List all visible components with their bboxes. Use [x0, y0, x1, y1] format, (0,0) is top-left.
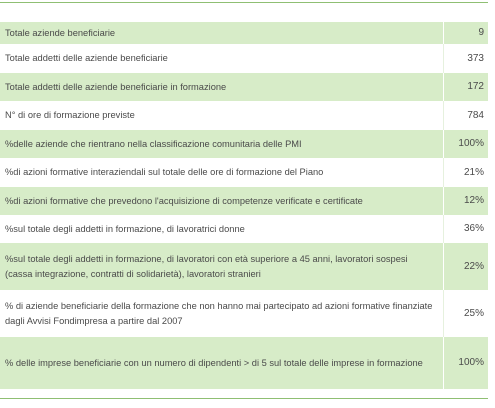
row-value: 22%: [443, 243, 488, 290]
row-label: Totale addetti delle aziende beneficiarie in formazione: [0, 73, 443, 101]
bottom-divider: [0, 398, 488, 399]
row-value: 100%: [443, 130, 488, 158]
row-label: N° di ore di formazione previste: [0, 101, 443, 130]
row-label: %di azioni formative che prevedono l'acquisizione di competenze verificate e certificate: [0, 187, 443, 215]
row-value: 172: [443, 73, 488, 101]
row-value: 36%: [443, 215, 488, 243]
row-value: 21%: [443, 158, 488, 187]
row-value: 784: [443, 101, 488, 130]
table-row: [0, 130, 488, 158]
table-row: [0, 243, 488, 290]
row-value: 12%: [443, 187, 488, 215]
row-value: 25%: [443, 290, 488, 337]
row-label: %sul totale degli addetti in formazione, di lavoratrici donne: [0, 215, 443, 243]
row-label: %delle aziende che rientrano nella classificazione comunitaria delle PMI: [0, 130, 443, 158]
table-row: [0, 101, 488, 130]
row-label: % di aziende beneficiarie della formazione che non hanno mai partecipato ad azioni formative finanziate dagli Avvisi Fondimpresa a partire dal 2007: [0, 290, 443, 337]
row-value: 373: [443, 44, 488, 73]
table-row: [0, 290, 488, 337]
row-value: 9: [443, 22, 488, 44]
row-label: % delle imprese beneficiarie con un numero di dipendenti > di 5 sul totale delle imprese in formazione: [0, 337, 443, 389]
top-divider: [0, 2, 488, 3]
table-row: [0, 73, 488, 101]
table-row: [0, 187, 488, 215]
table-row: [0, 22, 488, 44]
row-value: 100%: [443, 337, 488, 389]
table-row: [0, 158, 488, 187]
row-label: %di azioni formative interaziendali sul totale delle ore di formazione del Piano: [0, 158, 443, 187]
row-label: %sul totale degli addetti in formazione, di lavoratori con età superiore a 45 anni, lavoratori sospesi (cassa integrazione, contratti di solidarietà), lavoratori stranieri: [0, 243, 443, 290]
row-label: Totale aziende beneficiarie: [0, 22, 443, 44]
row-label: Totale addetti delle aziende beneficiarie: [0, 44, 443, 73]
table-row: [0, 44, 488, 73]
table-row: [0, 215, 488, 243]
table-row: [0, 337, 488, 389]
beneficiaries-summary-table: [0, 22, 488, 389]
